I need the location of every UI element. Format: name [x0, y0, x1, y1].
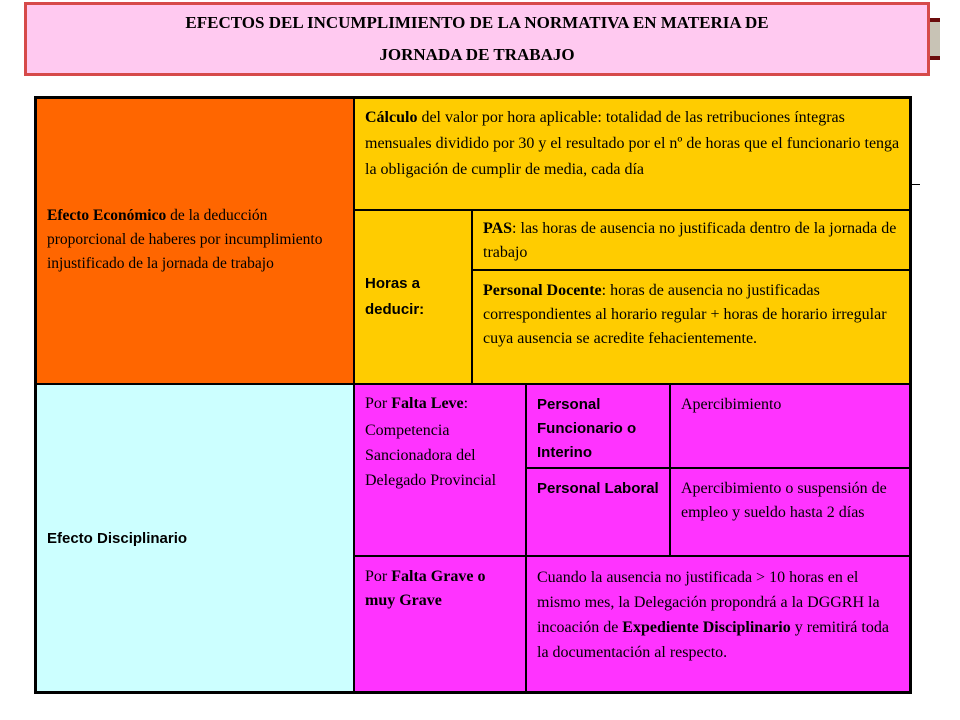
falta-leve-suffix: :	[463, 395, 469, 412]
laboral-sancion: Apercibimiento o suspensión de empleo y sueldo hasta 2 días	[681, 480, 887, 521]
laboral-cell	[526, 468, 670, 556]
funcionario-cell	[526, 384, 670, 468]
funcionario-sancion: Apercibimiento	[681, 396, 782, 413]
horas-deducir-cell	[354, 210, 472, 384]
title-background-edge	[930, 22, 940, 56]
expediente-disciplinario-bold: Expediente Disciplinario	[622, 619, 791, 636]
laboral-label: Personal Laboral	[537, 480, 659, 497]
calculo-cell	[354, 96, 912, 210]
title-line-2: JORNADA DE TRABAJO	[379, 45, 575, 64]
calculo-text: del valor por hora aplicable: totalidad de las retribuciones íntegras mensuales dividido por 30 y el resultado por el nº de horas que el funcionario tenga la obligación de cumplir de media, cada día	[365, 109, 900, 178]
horas-deducir-label: Horas a deducir:	[365, 275, 425, 318]
falta-grave-prefix: Por	[365, 568, 392, 585]
efecto-economico-label	[47, 204, 341, 276]
efecto-economico-text: de la deducción proporcional de haberes por incumplimiento injustificado de la jornada de trabajo	[47, 207, 323, 272]
falta-grave-rest: o muy Grave	[365, 568, 486, 609]
falta-leve-detail: Competencia Sancionadora del Delegado Provincial	[365, 422, 497, 489]
docente-cell	[472, 270, 912, 384]
page-title	[24, 2, 930, 76]
efecto-disciplinario-cell	[34, 384, 354, 694]
calculo-bold: Cálculo	[365, 109, 418, 126]
pas-cell	[472, 210, 912, 270]
pas-text: : las horas de ausencia no justificada dentro de la jornada de trabajo	[483, 220, 897, 261]
falta-grave-text-a: Cuando la ausencia no justificada > 10 horas en el mismo mes, la Delegación propondrá a la DGGRH la incoación de	[537, 569, 880, 636]
efecto-economico-bold: Efecto Económico	[47, 207, 167, 224]
title-line-1: EFECTOS DEL INCUMPLIMIENTO DE LA NORMATIVA EN MATERIA DE	[185, 13, 769, 32]
decorative-tick	[912, 184, 920, 185]
falta-leve-prefix: Por	[365, 395, 392, 412]
efecto-economico-cell	[34, 96, 354, 384]
efecto-disciplinario-label: Efecto Disciplinario	[47, 530, 188, 547]
pas-bold: PAS	[483, 220, 513, 237]
docente-bold: Personal Docente	[483, 282, 602, 299]
falta-leve-bold: Falta Leve	[391, 395, 464, 412]
falta-grave-text-cell	[526, 556, 912, 694]
docente-text: : horas de ausencia no justificadas correspondientes al horario regular + horas de horario irregular cuya ausencia se acredite fehacientemente.	[483, 282, 887, 347]
laboral-sancion-cell	[670, 468, 912, 556]
funcionario-sancion-cell	[670, 384, 912, 468]
falta-leve-heading	[365, 391, 515, 416]
falta-grave-bold: Falta Grave	[391, 568, 474, 585]
falta-grave-cell	[354, 556, 526, 694]
funcionario-label: Personal Funcionario o Interino	[537, 396, 637, 461]
falta-leve-cell	[354, 384, 526, 556]
falta-grave-text-b: y remitirá toda la documentación al respecto.	[537, 619, 889, 661]
